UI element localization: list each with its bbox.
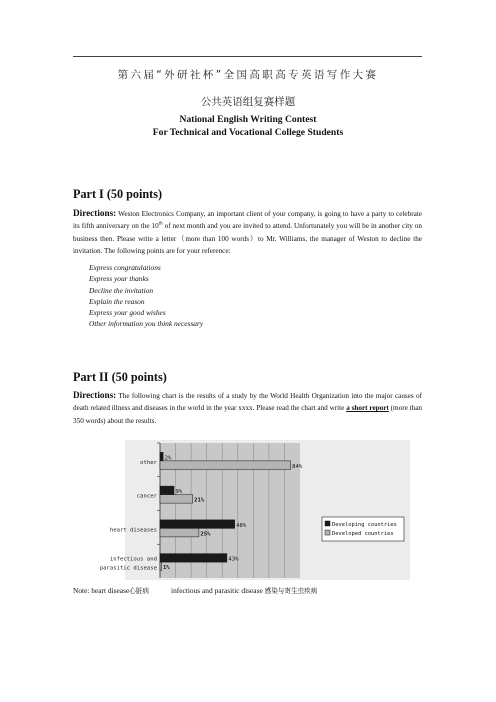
part1-heading: Part I (50 points) (73, 187, 163, 201)
contest-title-cn: 第六届“外研社杯”全国高职高专英语写作大赛 (117, 69, 379, 81)
part1-directions-label: Directions: (73, 208, 117, 218)
reference-points-list (89, 262, 203, 330)
data-label: 2% (164, 455, 172, 462)
contest-subtitle-cn: 公共英语组复赛样题 (200, 96, 296, 108)
legend-swatch (325, 521, 330, 526)
bar (160, 461, 291, 470)
short-report-emphasis: a short report (346, 404, 389, 413)
data-label: 48% (236, 522, 247, 529)
note-term1-cn: 心脏病 (129, 587, 150, 595)
bar (160, 528, 199, 537)
data-label: 25% (200, 531, 211, 538)
legend-label: Developed countries (332, 531, 394, 537)
reference-point: Explain the reason (89, 296, 145, 306)
causes-of-death-chart (99, 440, 410, 580)
part2-directions-text-b: (more than 350 words) about the results. (73, 404, 422, 425)
part2-heading: Part II (50 points) (73, 370, 167, 384)
glossary-note (73, 585, 317, 595)
reference-point: Express your good wishes (89, 308, 166, 318)
bar (160, 452, 163, 461)
reference-point: Express your thanks (89, 274, 149, 284)
category-label: parasitic disease (99, 565, 157, 572)
part2-directions (73, 389, 422, 427)
category-label: infectious and (109, 556, 157, 563)
bar (160, 486, 174, 495)
category-label: heart diseases (109, 527, 157, 534)
data-label: 9% (175, 489, 183, 496)
part1-directions-sup: th (158, 221, 163, 227)
part1-directions-text-b: of next month and you are invited to attend. Unfortunately you will be in another city on business then. Please write a letter（more than 100 words）to Mr. Williams, the manager of Weston to decline the invitation. The following points are for your reference: (73, 222, 422, 255)
data-label: 43% (228, 556, 239, 563)
bar (160, 520, 235, 529)
data-label: 1% (163, 565, 170, 572)
bar (160, 495, 193, 504)
reference-point: Decline the invitation (89, 285, 154, 295)
legend-label: Developing countries (332, 522, 397, 528)
header-rule (73, 56, 422, 57)
legend (322, 517, 404, 541)
data-label: 21% (194, 497, 205, 504)
part2-directions-text-a: The following chart is the results of a study by the World Health Organization into the major causes of death related illness and diseases in the world in the year xxxx. Please read the chart and write (73, 392, 422, 413)
part1-directions (73, 207, 422, 257)
reference-point: Express congratulations (89, 263, 161, 272)
data-label: 84% (292, 463, 303, 470)
category-label: other (140, 459, 157, 466)
bar (160, 554, 227, 563)
category-label: cancer (136, 493, 157, 500)
legend-swatch (325, 530, 330, 535)
part1-directions-text-a: Weston Electronics Company, an important client of your company, is going to have a party to celebrate its fifth anniversary on the 10 (73, 210, 422, 231)
note-term2-en: infectious and parasitic disease (171, 586, 263, 595)
contest-subtitle-en: For Technical and Vocational College Students (152, 127, 344, 138)
bar (160, 562, 162, 571)
note-term1-en: Note: heart disease (73, 586, 130, 595)
reference-point: Other information you think necessary (89, 319, 204, 329)
part2-directions-label: Directions: (73, 390, 117, 400)
contest-title-en: National English Writing Contest (179, 114, 317, 125)
note-term2-cn: 感染与寄生虫疾病 (264, 587, 318, 595)
